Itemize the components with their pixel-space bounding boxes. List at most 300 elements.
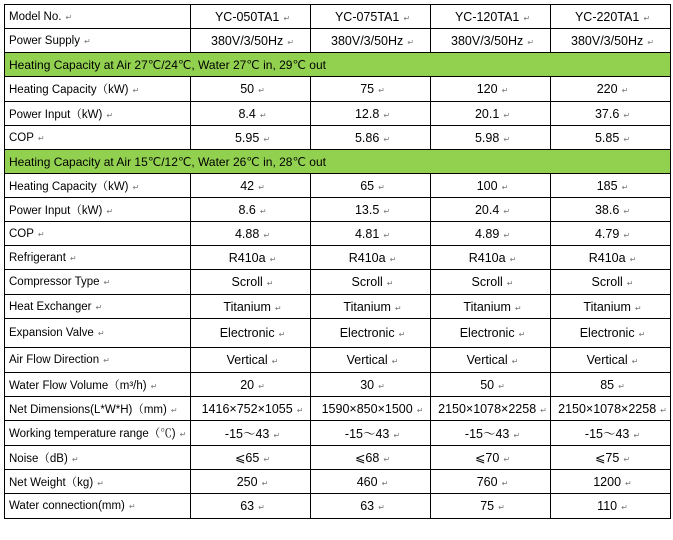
- table-row: [5, 246, 671, 270]
- cell-end-mark: ↵: [501, 182, 509, 192]
- cell-end-mark: ↵: [103, 356, 110, 365]
- cell-value: Scroll: [351, 275, 383, 289]
- cell-value: 63: [240, 499, 255, 513]
- row-label-cell: [5, 494, 191, 519]
- cell-end-mark: ↵: [266, 279, 274, 288]
- cell-end-mark: ↵: [643, 13, 651, 23]
- table-row: [5, 373, 671, 397]
- value-cell: [191, 494, 311, 519]
- value-cell: [311, 126, 431, 150]
- row-label: Compressor Type: [9, 276, 100, 288]
- value-cell: [431, 126, 551, 150]
- table-row: [5, 421, 671, 446]
- value-cell: [551, 373, 671, 397]
- cell-value: 37.6: [594, 106, 620, 121]
- cell-value: -15～43: [584, 427, 630, 441]
- value-cell: [551, 270, 671, 295]
- cell-end-mark: ↵: [647, 37, 654, 47]
- value-cell: [431, 421, 551, 446]
- section-header-row: [5, 150, 671, 174]
- cell-value: 4.88: [234, 226, 260, 241]
- cell-end-mark: ↵: [638, 330, 646, 339]
- cell-end-mark: ↵: [634, 303, 642, 313]
- row-label-cell: [5, 246, 191, 270]
- model-header-cell: [551, 5, 671, 29]
- value-cell: [551, 77, 671, 102]
- cell-value: 2150×1078×2258: [438, 401, 537, 416]
- cell-end-mark: ↵: [261, 478, 269, 488]
- cell-value: Titanium: [223, 299, 271, 314]
- cell-end-mark: ↵: [378, 503, 385, 512]
- cell-value: 20: [240, 377, 255, 392]
- cell-end-mark: ↵: [503, 110, 511, 120]
- cell-value: 100: [476, 178, 498, 193]
- cell-value: 75: [360, 82, 375, 96]
- value-cell: [551, 198, 671, 222]
- cell-end-mark: ↵: [381, 478, 389, 488]
- cell-end-mark: ↵: [389, 254, 397, 264]
- value-cell: [431, 373, 551, 397]
- value-cell: [311, 222, 431, 246]
- row-label: Heating Capacity（kW): [9, 180, 129, 193]
- value-cell: [311, 421, 431, 446]
- cell-end-mark: ↵: [503, 230, 511, 240]
- cell-value: 4.89: [474, 226, 500, 241]
- value-cell: [551, 348, 671, 373]
- section-header-cell: [5, 53, 671, 77]
- value-cell: [311, 397, 431, 421]
- value-cell: [311, 319, 431, 348]
- cell-value: Vertical: [346, 353, 388, 367]
- row-label-cell: [5, 421, 191, 446]
- value-cell: [191, 319, 311, 348]
- spec-table-container: [4, 4, 671, 519]
- cell-value: 380V/3/50Hz: [571, 33, 644, 48]
- cell-end-mark: ↵: [511, 357, 519, 366]
- table-row: [5, 102, 671, 126]
- value-cell: [431, 470, 551, 494]
- header-label-cell: [5, 5, 191, 29]
- cell-end-mark: ↵: [383, 110, 391, 120]
- cell-end-mark: ↵: [527, 37, 534, 47]
- row-label: Working temperature range（℃): [9, 428, 176, 440]
- cell-value: 5.95: [234, 130, 260, 145]
- cell-end-mark: ↵: [170, 405, 178, 415]
- cell-end-mark: ↵: [106, 110, 114, 120]
- row-label: Net Weight（kg): [9, 476, 94, 489]
- cell-value: 760: [476, 474, 498, 489]
- value-cell: [551, 126, 671, 150]
- model-header-cell: [431, 5, 551, 29]
- value-cell: [191, 373, 311, 397]
- value-cell: [551, 421, 671, 446]
- value-cell: [191, 246, 311, 270]
- table-row: [5, 295, 671, 319]
- section-header-row: [5, 53, 671, 77]
- cell-value: 4.79: [594, 226, 620, 241]
- cell-value: 75: [480, 499, 495, 513]
- value-cell: [311, 295, 431, 319]
- cell-end-mark: ↵: [621, 503, 628, 512]
- cell-value: 1200: [593, 474, 622, 489]
- row-label-cell: [5, 295, 191, 319]
- row-label-cell: [5, 470, 191, 494]
- cell-value: 380V/3/50Hz: [451, 33, 524, 48]
- table-row: [5, 77, 671, 102]
- cell-end-mark: ↵: [258, 182, 265, 192]
- cell-value: ⩽70: [474, 451, 500, 465]
- model-name: YC-075TA1: [334, 9, 400, 24]
- cell-value: Electronic: [579, 326, 635, 340]
- cell-end-mark: ↵: [623, 206, 631, 216]
- value-cell: [311, 102, 431, 126]
- value-cell: [551, 446, 671, 470]
- cell-end-mark: ↵: [274, 303, 282, 313]
- row-label: Heating Capacity（kW): [9, 84, 129, 96]
- cell-value: 4.81: [354, 226, 380, 241]
- value-cell: [191, 470, 311, 494]
- table-row: [5, 446, 671, 470]
- cell-end-mark: ↵: [394, 303, 402, 313]
- value-cell: [191, 198, 311, 222]
- section-title: Heating Capacity at Air 15℃/12℃, Water 26℃ in, 28℃ out: [9, 154, 326, 169]
- cell-value: 460: [356, 474, 378, 489]
- cell-end-mark: ↵: [383, 134, 391, 144]
- row-label-cell: [5, 270, 191, 295]
- cell-end-mark: ↵: [278, 330, 286, 339]
- cell-end-mark: ↵: [623, 110, 631, 120]
- cell-end-mark: ↵: [513, 431, 521, 440]
- cell-end-mark: ↵: [386, 279, 394, 288]
- cell-end-mark: ↵: [283, 13, 291, 23]
- row-label-cell: [5, 29, 191, 53]
- row-label-cell: [5, 319, 191, 348]
- cell-value: 5.85: [594, 130, 620, 145]
- cell-value: ⩽75: [594, 451, 620, 465]
- cell-end-mark: ↵: [626, 279, 634, 288]
- value-cell: [551, 319, 671, 348]
- cell-value: 110: [597, 499, 618, 513]
- cell-value: 50: [480, 377, 495, 392]
- cell-end-mark: ↵: [271, 357, 279, 366]
- cell-end-mark: ↵: [623, 230, 631, 240]
- cell-end-mark: ↵: [378, 381, 385, 391]
- cell-value: R410a: [468, 250, 506, 265]
- row-label: Power Input（kW): [9, 108, 103, 121]
- cell-value: R410a: [348, 250, 386, 265]
- table-row: [5, 397, 671, 421]
- cell-end-mark: ↵: [623, 455, 631, 464]
- row-label: COP: [9, 131, 34, 144]
- cell-end-mark: ↵: [506, 279, 514, 288]
- cell-end-mark: ↵: [503, 455, 511, 464]
- table-row: [5, 319, 671, 348]
- model-name: YC-050TA1: [214, 9, 280, 24]
- cell-value: Vertical: [226, 353, 268, 367]
- cell-end-mark: ↵: [383, 206, 391, 216]
- value-cell: [311, 373, 431, 397]
- table-row: [5, 470, 671, 494]
- cell-value: Electronic: [219, 326, 275, 340]
- cell-value: 38.6: [594, 202, 620, 217]
- cell-value: Electronic: [339, 326, 395, 340]
- value-cell: [191, 77, 311, 102]
- value-cell: [191, 126, 311, 150]
- model-name: YC-120TA1: [454, 9, 520, 24]
- table-row: [5, 29, 671, 53]
- value-cell: [431, 348, 551, 373]
- cell-value: 1590×850×1500: [321, 401, 413, 416]
- value-cell: [311, 174, 431, 198]
- cell-end-mark: ↵: [514, 303, 522, 313]
- cell-end-mark: ↵: [65, 12, 73, 22]
- spec-table: [4, 4, 671, 519]
- cell-end-mark: ↵: [179, 430, 187, 439]
- cell-end-mark: ↵: [383, 455, 391, 464]
- model-header-cell: [191, 5, 311, 29]
- value-cell: [431, 295, 551, 319]
- table-row: [5, 126, 671, 150]
- value-cell: [431, 222, 551, 246]
- row-label: Power Supply: [9, 34, 80, 47]
- value-cell: [191, 29, 311, 53]
- cell-end-mark: ↵: [103, 278, 111, 287]
- cell-value: 50: [240, 82, 255, 96]
- cell-end-mark: ↵: [633, 431, 641, 440]
- cell-value: 2150×1078×2258: [558, 401, 657, 416]
- cell-end-mark: ↵: [259, 206, 267, 216]
- cell-end-mark: ↵: [503, 206, 511, 216]
- table-row: [5, 222, 671, 246]
- cell-end-mark: ↵: [258, 381, 265, 391]
- cell-value: 380V/3/50Hz: [331, 33, 404, 48]
- cell-end-mark: ↵: [623, 134, 631, 144]
- row-label: Water Flow Volume（m³/h): [9, 379, 147, 392]
- value-cell: [311, 348, 431, 373]
- value-cell: [551, 29, 671, 53]
- header-row: [5, 5, 671, 29]
- row-label-cell: [5, 373, 191, 397]
- cell-value: 380V/3/50Hz: [211, 33, 284, 48]
- value-cell: [431, 319, 551, 348]
- cell-value: R410a: [588, 250, 626, 265]
- table-row: [5, 348, 671, 373]
- model-header-cell: [311, 5, 431, 29]
- table-row: [5, 198, 671, 222]
- value-cell: [311, 446, 431, 470]
- cell-end-mark: ↵: [273, 431, 281, 440]
- value-cell: [191, 348, 311, 373]
- row-label-cell: [5, 348, 191, 373]
- cell-value: Vertical: [586, 353, 628, 367]
- cell-end-mark: ↵: [391, 357, 399, 366]
- cell-value: Electronic: [459, 326, 515, 340]
- cell-end-mark: ↵: [97, 329, 105, 338]
- cell-end-mark: ↵: [259, 110, 267, 120]
- cell-value: 12.8: [354, 106, 380, 121]
- value-cell: [551, 494, 671, 519]
- cell-value: 185: [596, 178, 618, 193]
- cell-end-mark: ↵: [83, 36, 91, 46]
- cell-value: ⩽68: [354, 451, 380, 465]
- value-cell: [431, 270, 551, 295]
- value-cell: [551, 295, 671, 319]
- cell-end-mark: ↵: [287, 37, 294, 47]
- cell-end-mark: ↵: [503, 134, 511, 144]
- row-label: COP: [9, 227, 34, 240]
- value-cell: [431, 494, 551, 519]
- row-label: Noise（dB): [9, 452, 68, 465]
- table-row: [5, 270, 671, 295]
- cell-end-mark: ↵: [509, 254, 517, 264]
- cell-end-mark: ↵: [37, 133, 45, 143]
- row-label: Air Flow Direction: [9, 354, 100, 366]
- value-cell: [191, 270, 311, 295]
- cell-end-mark: ↵: [540, 405, 547, 415]
- cell-end-mark: ↵: [71, 454, 79, 464]
- cell-end-mark: ↵: [269, 254, 277, 264]
- cell-end-mark: ↵: [95, 302, 103, 312]
- cell-value: 65: [360, 178, 375, 193]
- table-row: [5, 494, 671, 519]
- cell-end-mark: ↵: [660, 405, 667, 415]
- cell-end-mark: ↵: [258, 86, 265, 95]
- cell-end-mark: ↵: [263, 230, 271, 240]
- value-cell: [191, 397, 311, 421]
- cell-value: R410a: [228, 250, 266, 265]
- cell-end-mark: ↵: [378, 86, 385, 95]
- cell-value: -15～43: [464, 427, 510, 441]
- cell-end-mark: ↵: [523, 13, 531, 23]
- row-label-cell: [5, 77, 191, 102]
- cell-end-mark: ↵: [97, 478, 104, 488]
- header-label: Model No.: [9, 10, 62, 23]
- cell-value: 63: [360, 499, 375, 513]
- cell-end-mark: ↵: [631, 357, 639, 366]
- cell-value: 5.98: [474, 130, 500, 145]
- cell-end-mark: ↵: [625, 478, 632, 488]
- cell-value: 220: [596, 82, 618, 96]
- value-cell: [431, 77, 551, 102]
- cell-value: Vertical: [466, 353, 508, 367]
- cell-end-mark: ↵: [263, 134, 271, 144]
- value-cell: [551, 102, 671, 126]
- cell-end-mark: ↵: [621, 86, 629, 95]
- cell-end-mark: ↵: [498, 503, 505, 512]
- value-cell: [431, 198, 551, 222]
- cell-end-mark: ↵: [407, 37, 414, 47]
- cell-value: 42: [240, 178, 255, 193]
- value-cell: [311, 246, 431, 270]
- row-label-cell: [5, 198, 191, 222]
- cell-end-mark: ↵: [618, 381, 625, 391]
- section-header-cell: [5, 150, 671, 174]
- cell-value: Scroll: [471, 275, 503, 289]
- cell-end-mark: ↵: [398, 330, 406, 339]
- cell-value: 250: [236, 474, 258, 489]
- cell-value: -15～43: [344, 427, 390, 441]
- cell-end-mark: ↵: [393, 431, 401, 440]
- cell-end-mark: ↵: [621, 182, 629, 192]
- cell-end-mark: ↵: [132, 182, 140, 192]
- cell-end-mark: ↵: [518, 330, 526, 339]
- cell-value: Titanium: [343, 299, 391, 314]
- cell-end-mark: ↵: [629, 254, 637, 264]
- cell-value: Titanium: [463, 299, 511, 314]
- cell-value: ⩽65: [234, 451, 260, 465]
- value-cell: [431, 446, 551, 470]
- cell-end-mark: ↵: [150, 381, 158, 391]
- value-cell: [551, 397, 671, 421]
- value-cell: [311, 270, 431, 295]
- cell-end-mark: ↵: [501, 478, 509, 488]
- cell-end-mark: ↵: [403, 13, 411, 23]
- row-label-cell: [5, 174, 191, 198]
- cell-end-mark: ↵: [296, 405, 304, 415]
- value-cell: [431, 29, 551, 53]
- row-label-cell: [5, 102, 191, 126]
- value-cell: [191, 421, 311, 446]
- cell-value: Scroll: [231, 275, 263, 289]
- cell-value: 5.86: [354, 130, 380, 145]
- cell-value: 85: [600, 377, 615, 392]
- cell-end-mark: ↵: [258, 503, 265, 512]
- row-label-cell: [5, 222, 191, 246]
- value-cell: [191, 174, 311, 198]
- value-cell: [311, 77, 431, 102]
- cell-end-mark: ↵: [37, 229, 45, 239]
- cell-value: 8.6: [238, 202, 256, 217]
- cell-value: Scroll: [591, 275, 623, 289]
- value-cell: [551, 222, 671, 246]
- cell-value: 30: [360, 377, 375, 392]
- table-row: [5, 174, 671, 198]
- row-label: Expansion Valve: [9, 327, 94, 339]
- row-label: Water connection(mm): [9, 500, 125, 512]
- value-cell: [551, 470, 671, 494]
- cell-value: 1416×752×1055: [201, 401, 293, 416]
- row-label: Power Input（kW): [9, 204, 103, 217]
- cell-end-mark: ↵: [383, 230, 391, 240]
- cell-end-mark: ↵: [501, 86, 509, 95]
- value-cell: [551, 174, 671, 198]
- cell-end-mark: ↵: [128, 502, 136, 511]
- section-title: Heating Capacity at Air 27℃/24℃, Water 27℃ in, 29℃ out: [9, 57, 326, 72]
- cell-end-mark: ↵: [498, 381, 505, 391]
- cell-end-mark: ↵: [416, 405, 424, 415]
- value-cell: [191, 295, 311, 319]
- value-cell: [191, 446, 311, 470]
- cell-end-mark: ↵: [132, 86, 140, 95]
- value-cell: [431, 397, 551, 421]
- value-cell: [431, 174, 551, 198]
- cell-value: 8.4: [238, 106, 256, 121]
- cell-value: 13.5: [354, 202, 380, 217]
- row-label: Net Dimensions(L*W*H)（mm): [9, 403, 167, 416]
- value-cell: [191, 222, 311, 246]
- row-label-cell: [5, 126, 191, 150]
- model-name: YC-220TA1: [574, 9, 640, 24]
- value-cell: [311, 198, 431, 222]
- value-cell: [431, 246, 551, 270]
- cell-value: -15～43: [224, 427, 270, 441]
- value-cell: [311, 470, 431, 494]
- row-label: Refrigerant: [9, 251, 66, 264]
- value-cell: [311, 29, 431, 53]
- cell-value: 20.1: [474, 106, 500, 121]
- row-label-cell: [5, 446, 191, 470]
- value-cell: [431, 102, 551, 126]
